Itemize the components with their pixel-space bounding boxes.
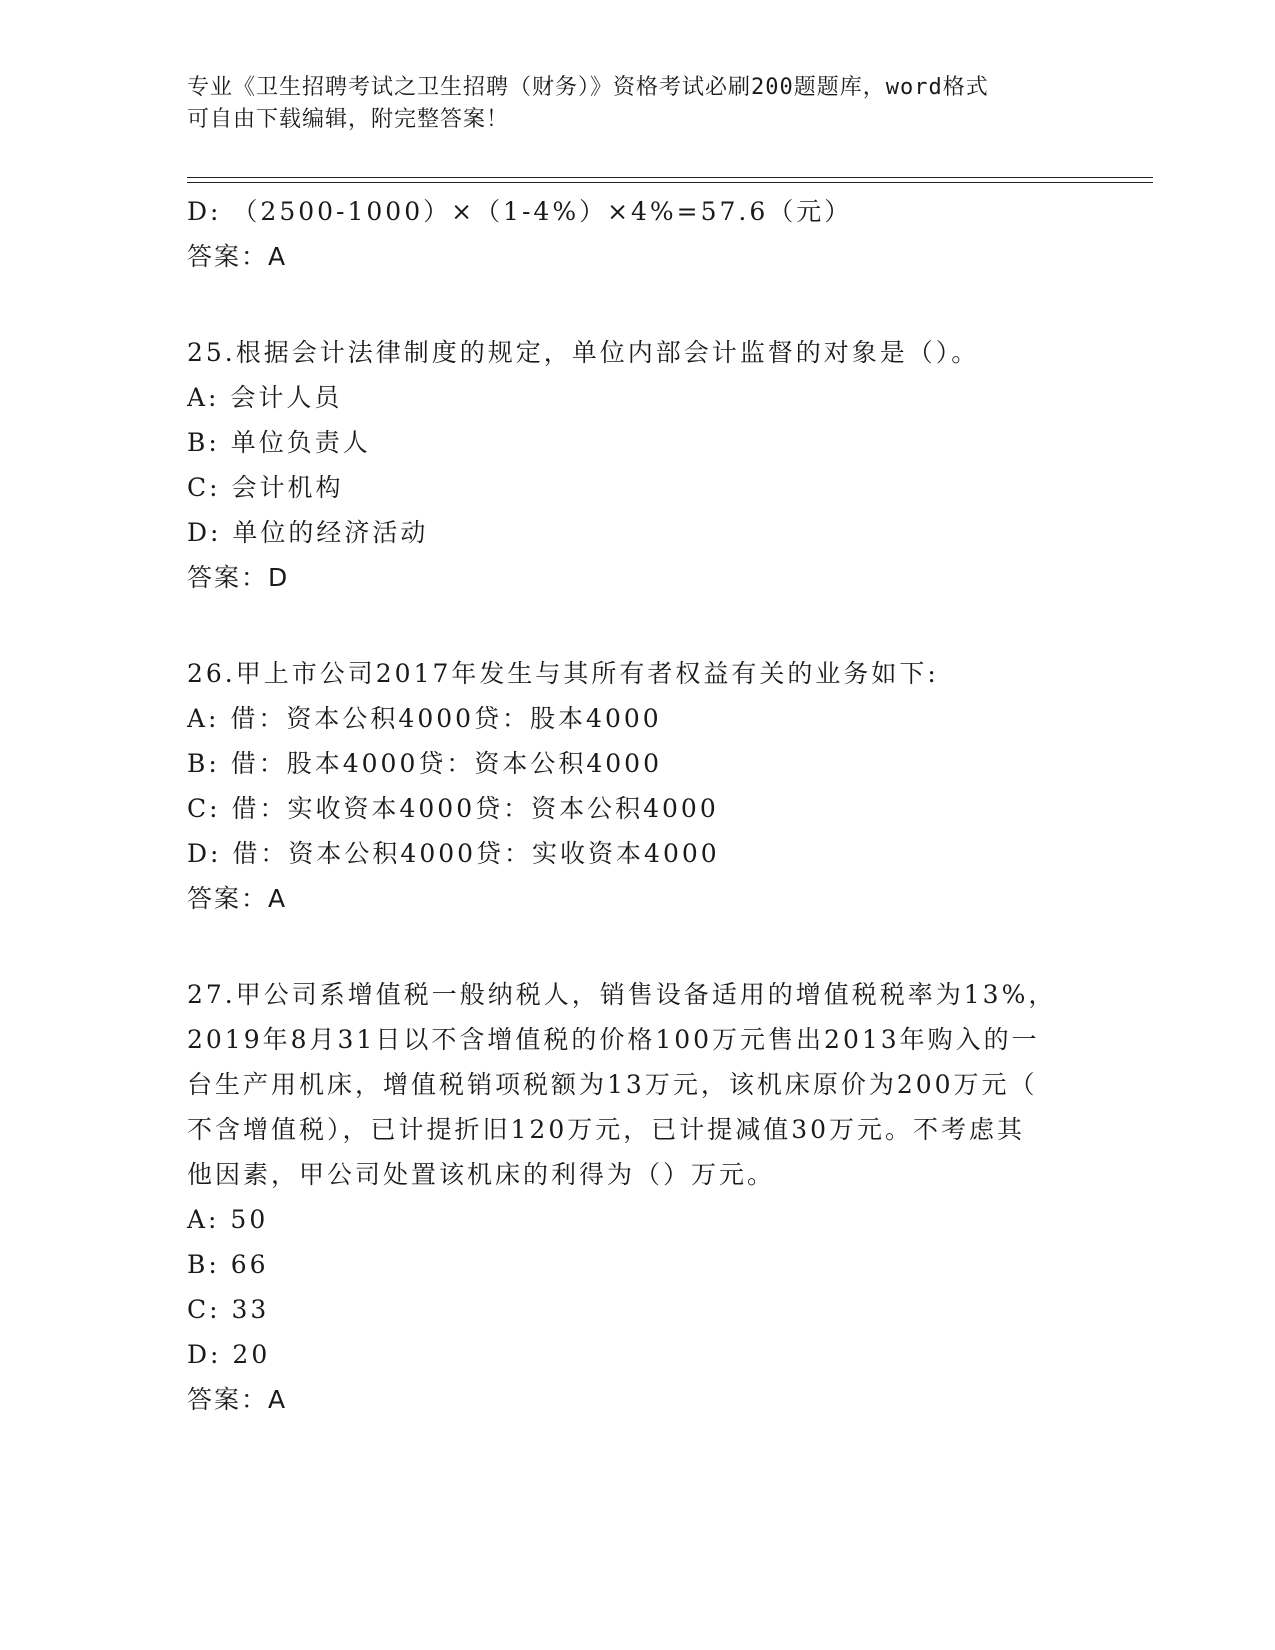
answer-line: 答案：A (187, 1385, 288, 1414)
question-27 (187, 972, 1087, 1422)
document-body (187, 189, 1087, 1422)
option-d: D: 单位的经济活动 (187, 518, 429, 547)
option-c: C: 会计机构 (187, 473, 344, 502)
question-stem-line-4: 不含增值税），已计提折旧120万元，已计提减值30万元。不考虑其 (187, 1115, 1026, 1144)
question-stem: 25.根据会计法律制度的规定，单位内部会计监督的对象是（）。 (187, 338, 980, 367)
option-a: A: 50 (187, 1205, 269, 1234)
question-stem-line-1: 27.甲公司系增值税一般纳税人，销售设备适用的增值税税率为13%， (187, 980, 1057, 1009)
question-stem-line-3: 台生产用机床，增值税销项税额为13万元，该机床原价为200万元（ (187, 1070, 1038, 1099)
spacer (187, 279, 1087, 330)
option-c: C: 33 (187, 1295, 270, 1324)
spacer (187, 600, 1087, 651)
answer-line: 答案：A (187, 884, 288, 913)
option-a: A: 会计人员 (187, 383, 343, 412)
option-d: D: 20 (187, 1340, 271, 1369)
previous-question-tail (187, 189, 1087, 279)
answer-line: 答案：A (187, 242, 288, 271)
spacer (187, 921, 1087, 972)
option-b: B: 66 (187, 1250, 269, 1279)
header-line-2: 可自由下载编辑，附完整答案！ (187, 107, 510, 132)
option-d: D: 借：资本公积4000贷：实收资本4000 (187, 839, 720, 868)
option-b: B: 借：股本4000贷：资本公积4000 (187, 749, 662, 778)
document-header (187, 72, 1087, 136)
header-line-1: 专业《卫生招聘考试之卫生招聘（财务）》资格考试必刷200题题库，word格式 (187, 75, 989, 100)
answer-line: 答案：D (187, 563, 290, 592)
question-stem-line-2: 2019年8月31日以不含增值税的价格100万元售出2013年购入的一 (187, 1025, 1040, 1054)
question-stem-line-5: 他因素，甲公司处置该机床的利得为（）万元。 (187, 1160, 776, 1189)
header-rule-bottom (187, 182, 1153, 183)
option-c: C: 借：实收资本4000贷：资本公积4000 (187, 794, 719, 823)
header-rule-top (187, 177, 1153, 178)
question-26 (187, 651, 1087, 921)
question-25 (187, 330, 1087, 600)
option-b: B: 单位负责人 (187, 428, 371, 457)
option-d: D: （2500-1000）×（1-4%）×4%=57.6（元） (187, 197, 853, 226)
option-a: A: 借：资本公积4000贷：股本4000 (187, 704, 662, 733)
question-stem: 26.甲上市公司2017年发生与其所有者权益有关的业务如下: (187, 659, 939, 688)
